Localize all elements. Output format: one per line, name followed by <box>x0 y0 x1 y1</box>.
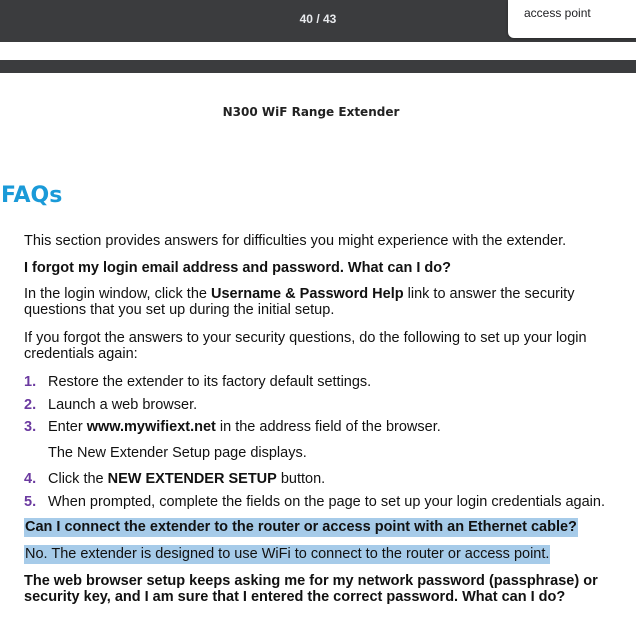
step-3: 3. Enter www.mywifiext.net in the address field of the browser. <box>24 419 441 435</box>
answer-login: In the login window, click the Username & Password Help link to answer the security questions that you set up during the initial setup. <box>24 286 575 318</box>
find-input[interactable] <box>524 6 632 20</box>
find-bar[interactable] <box>508 0 636 38</box>
previous-page-edge <box>0 60 636 73</box>
total-pages: 43 <box>323 12 337 26</box>
step-1: 1. Restore the extender to its factory default settings. <box>24 374 372 390</box>
current-page[interactable]: 40 <box>299 12 313 26</box>
page-separator: / <box>312 12 323 26</box>
step-5: 5. When prompted, complete the fields on the page to set up your login credentials again. <box>24 494 605 510</box>
search-highlight: Can I connect the extender to the router or access point with an Ethernet cable? <box>25 519 577 535</box>
page-gap <box>0 42 636 60</box>
intro-paragraph: This section provides answers for difficulties you might experience with the extender. <box>24 233 567 249</box>
document-header: N300 WiF Range Extender <box>222 105 400 119</box>
question-ethernet <box>24 519 608 535</box>
question-login: I forgot my login email address and password. What can I do? <box>24 260 452 276</box>
section-title: FAQs <box>1 183 63 208</box>
step-3-note: The New Extender Setup page displays. <box>48 445 307 461</box>
answer-ethernet <box>24 546 608 562</box>
pdf-page <box>0 73 636 620</box>
step-4: 4. Click the NEW EXTENDER SETUP button. <box>24 471 326 487</box>
question-password: The web browser setup keeps asking me for my network password (passphrase) or security key, and I am sure that I entered the correct password. What can I do? <box>24 573 598 605</box>
search-highlight: No. The extender is designed to use WiFi to connect to the router or access point. <box>25 546 550 562</box>
step-2: 2. Launch a web browser. <box>24 397 198 413</box>
answer-login-security-questions: If you forgot the answers to your security questions, do the following to set up your login credentials again: <box>24 330 587 362</box>
